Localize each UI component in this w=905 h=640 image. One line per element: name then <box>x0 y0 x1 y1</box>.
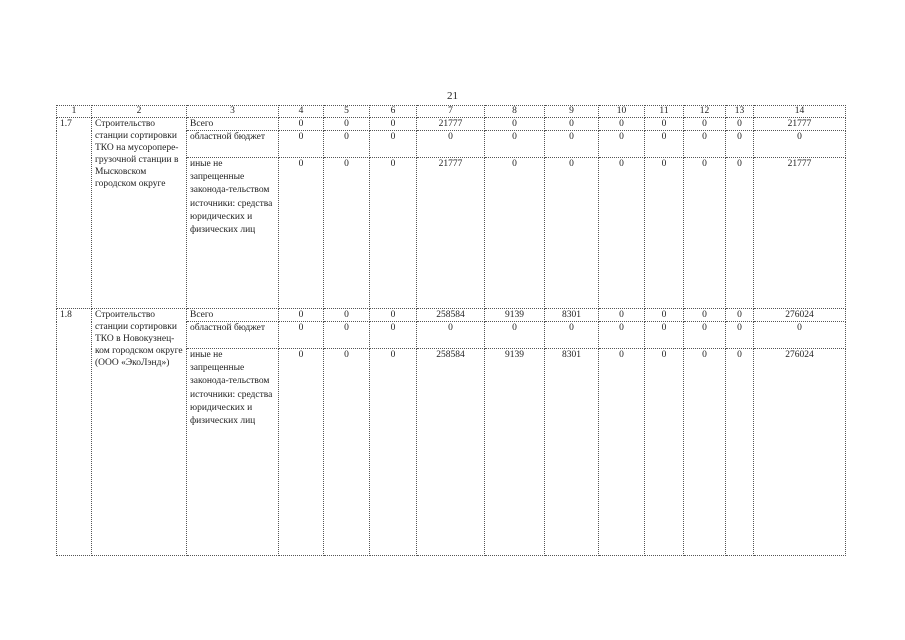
cell-value: 21777 <box>417 118 485 131</box>
item-name: Строительство станции сортировки ТКО на мусоропере-грузочной станции в Мысковском городском округе <box>92 118 187 309</box>
cell-value: 0 <box>485 131 545 158</box>
cell-value: 0 <box>279 322 324 349</box>
column-number: 4 <box>279 106 324 118</box>
column-number: 10 <box>599 106 645 118</box>
cell-value: 0 <box>417 322 485 349</box>
column-number: 12 <box>684 106 726 118</box>
cell-value: 0 <box>684 118 726 131</box>
cell-value: 0 <box>324 349 370 556</box>
cell-value: 0 <box>599 131 645 158</box>
column-number: 2 <box>92 106 187 118</box>
cell-value: 0 <box>370 322 417 349</box>
cell-value: 0 <box>279 118 324 131</box>
cell-value: 0 <box>545 158 599 309</box>
cell-value: 0 <box>726 322 754 349</box>
cell-value: 0 <box>684 349 726 556</box>
cell-value: 276024 <box>754 349 846 556</box>
cell-value: 0 <box>599 322 645 349</box>
cell-value: 0 <box>417 131 485 158</box>
cell-value: 258584 <box>417 349 485 556</box>
funding-source: областной бюджет <box>187 131 279 158</box>
cell-value: 0 <box>324 309 370 322</box>
cell-value: 0 <box>726 309 754 322</box>
column-number: 6 <box>370 106 417 118</box>
cell-value: 9139 <box>485 309 545 322</box>
cell-value: 9139 <box>485 349 545 556</box>
cell-value: 0 <box>645 118 684 131</box>
cell-value: 0 <box>684 322 726 349</box>
cell-value: 0 <box>279 158 324 309</box>
cell-value: 0 <box>370 349 417 556</box>
page-number: 21 <box>447 90 458 102</box>
cell-value: 0 <box>370 309 417 322</box>
cell-value: 0 <box>324 322 370 349</box>
cell-value: 21777 <box>417 158 485 309</box>
column-number: 9 <box>545 106 599 118</box>
cell-value: 21777 <box>754 158 846 309</box>
table-row <box>57 309 846 322</box>
cell-value: 0 <box>370 158 417 309</box>
cell-value: 8301 <box>545 349 599 556</box>
cell-value: 8301 <box>545 309 599 322</box>
cell-value: 0 <box>324 158 370 309</box>
cell-value: 276024 <box>754 309 846 322</box>
funding-source: Всего <box>187 309 279 322</box>
column-number-row <box>57 106 846 118</box>
cell-value: 0 <box>726 118 754 131</box>
cell-value: 0 <box>754 322 846 349</box>
cell-value: 0 <box>754 131 846 158</box>
cell-value: 0 <box>485 158 545 309</box>
cell-value: 0 <box>645 349 684 556</box>
cell-value: 0 <box>599 309 645 322</box>
cell-value: 0 <box>370 131 417 158</box>
cell-value: 258584 <box>417 309 485 322</box>
cell-value: 0 <box>279 131 324 158</box>
column-number: 11 <box>645 106 684 118</box>
cell-value: 0 <box>726 349 754 556</box>
funding-source: Всего <box>187 118 279 131</box>
cell-value: 0 <box>324 118 370 131</box>
item-number: 1.7 <box>57 118 92 309</box>
column-number: 3 <box>187 106 279 118</box>
table-row <box>57 118 846 131</box>
cell-value: 0 <box>599 158 645 309</box>
cell-value: 0 <box>684 131 726 158</box>
financing-table <box>56 105 846 556</box>
cell-value: 0 <box>279 349 324 556</box>
column-number: 14 <box>754 106 846 118</box>
item-number: 1.8 <box>57 309 92 556</box>
cell-value: 0 <box>645 158 684 309</box>
funding-source: областной бюджет <box>187 322 279 349</box>
cell-value: 0 <box>545 118 599 131</box>
column-number: 5 <box>324 106 370 118</box>
cell-value: 0 <box>645 309 684 322</box>
cell-value: 0 <box>684 158 726 309</box>
cell-value: 0 <box>545 131 599 158</box>
cell-value: 21777 <box>754 118 846 131</box>
cell-value: 0 <box>726 158 754 309</box>
funding-source: иные не запрещенные законода-тельством источники: средства юридических и физических лиц <box>187 349 279 556</box>
cell-value: 0 <box>485 118 545 131</box>
cell-value: 0 <box>370 118 417 131</box>
cell-value: 0 <box>485 322 545 349</box>
cell-value: 0 <box>599 118 645 131</box>
column-number: 13 <box>726 106 754 118</box>
funding-source: иные не запрещенные законода-тельством источники: средства юридических и физических лиц <box>187 158 279 309</box>
column-number: 8 <box>485 106 545 118</box>
cell-value: 0 <box>645 131 684 158</box>
cell-value: 0 <box>684 309 726 322</box>
cell-value: 0 <box>645 322 684 349</box>
column-number: 1 <box>57 106 92 118</box>
cell-value: 0 <box>726 131 754 158</box>
cell-value: 0 <box>324 131 370 158</box>
cell-value: 0 <box>545 322 599 349</box>
cell-value: 0 <box>599 349 645 556</box>
cell-value: 0 <box>279 309 324 322</box>
item-name: Строительство станции сортировки ТКО в Новокузнец-ком городском округе (ООО «ЭкоЛэнд») <box>92 309 187 556</box>
column-number: 7 <box>417 106 485 118</box>
